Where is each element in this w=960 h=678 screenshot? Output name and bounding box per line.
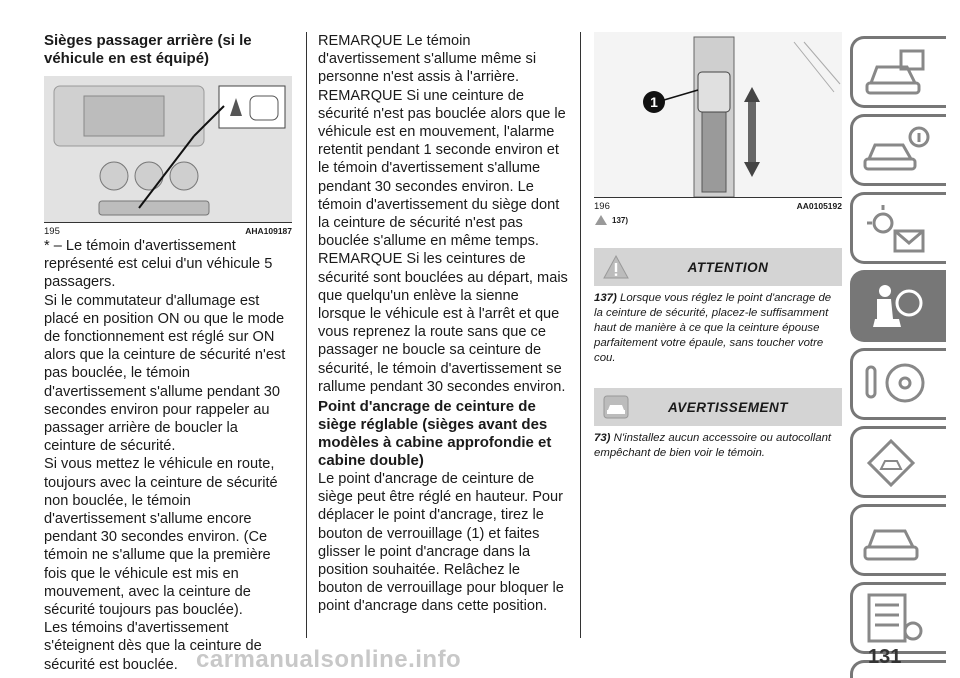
callout-number: 1 — [650, 94, 658, 110]
warning-text — [594, 426, 842, 461]
warning-triangle-icon — [602, 254, 630, 280]
key-steering-icon — [861, 357, 931, 413]
tab-safety[interactable] — [850, 270, 946, 342]
warning-header — [594, 388, 842, 426]
specs-list-icon — [861, 591, 931, 647]
attention-box — [594, 248, 842, 366]
figure-number: 196 — [594, 201, 610, 212]
tab-service[interactable] — [850, 504, 946, 576]
figure-196 — [594, 32, 842, 197]
watermark: carmanualsonline.info — [196, 646, 462, 673]
tab-car-info[interactable] — [850, 114, 946, 186]
warning-body: N'installez aucun accessoire ou autocollant empêchant de bien voir le témoin. — [594, 432, 832, 459]
warning-title: AVERTISSEMENT — [667, 399, 789, 415]
paragraph: * – Le témoin d'avertissement représenté est celui d'un véhicule 5 passagers. — [44, 238, 273, 291]
figure-caption — [594, 197, 842, 212]
paragraph: Les témoins d'avertissement s'éteignent dès que la ceinture de sécurité est bouclée. — [44, 620, 262, 673]
note-ref-text: 137) — [612, 215, 629, 225]
note-reference — [594, 214, 842, 226]
figure-caption — [44, 222, 292, 237]
chapter-tabs — [850, 36, 946, 678]
attention-header — [594, 248, 842, 286]
paragraph: REMARQUE Si les ceintures de sécurité sont bouclées au départ, mais que quelqu'un enlève la sienne lorsque le véhicule est à l'arrêt et que vous reprenez la route sans que ce passager ne boucle sa ceinture de sécurité, le témoin d'avertissement se rallume pendant 30 secondes environ. — [318, 251, 568, 395]
dashboard-illustration — [44, 76, 292, 222]
attention-ref: 137) — [594, 292, 617, 304]
figure-number: 195 — [44, 226, 60, 237]
warning-box — [594, 388, 842, 461]
seat-airbag-icon — [861, 279, 931, 335]
tab-emergency[interactable] — [850, 426, 946, 498]
left-column — [44, 32, 292, 674]
warning-triangle-icon — [594, 214, 608, 226]
figure-code: AA0105192 — [796, 201, 842, 211]
figure-195 — [44, 76, 292, 222]
paragraph: Si le commutateur d'allumage est placé en position ON ou que le mode de fonctionnement est réglé sur ON alors que la ceinture de sécurité n'est pas bouclée, le témoin d'avertissement s'allume pendant 30 secondes environ pour rappeler au passager arrière de boucler la ceinture de sécurité. — [44, 292, 286, 455]
attention-title: ATTENTION — [687, 259, 769, 275]
attention-body: Lorsque vous réglez le point d'ancrage de la ceinture de sécurité, placez-le suffisamment haut de manière à ce que la ceinture épouse parfaitement votre épaule, sans toucher votre cou. — [594, 292, 832, 364]
column-divider — [580, 32, 581, 638]
tab-dashboard[interactable] — [850, 36, 946, 108]
figure-code: AHA109187 — [245, 226, 292, 236]
index-search-icon — [861, 669, 931, 678]
emergency-car-icon — [861, 435, 931, 491]
paragraph: REMARQUE Si une ceinture de sécurité n'est pas bouclée alors que le véhicule est en mouvement, l'alarme retentit pendant 1 seconde environ et le témoin d'avertissement s'allume pendant 30 secondes environ. Le témoin d'avertissement du siège dont la ceinture de sécurité n'est pas bouclée s'allume en même temps. — [318, 87, 566, 250]
right-column — [594, 32, 842, 461]
section-title: Sièges passager arrière (si le véhicule en est équipé) — [44, 32, 252, 67]
car-warning-icon — [602, 394, 630, 420]
subsection-title: Point d'ancrage de ceinture de siège réglable (sièges avant des modèles à cabine approfondie et cabine double) — [318, 398, 552, 470]
tab-starting-driving[interactable] — [850, 348, 946, 420]
seatbelt-anchor-illustration — [594, 32, 842, 197]
page-number: 131 — [868, 646, 902, 668]
paragraph: Si vous mettez le véhicule en route, toujours avec la ceinture de sécurité non bouclée, le témoin d'avertissement s'allume encore pendant 30 secondes environ. (Ce témoin ne s'allume que la première fois que le véhicule est mis en mouvement, avec la ceinture de sécurité toujours pas bouclée). — [44, 456, 278, 619]
tab-warning-lights[interactable] — [850, 192, 946, 264]
car-info-icon — [861, 123, 931, 179]
warning-lights-icon — [861, 201, 931, 257]
column-divider — [306, 32, 307, 638]
middle-column — [318, 32, 568, 616]
car-service-icon — [861, 513, 931, 569]
car-dashboard-icon — [861, 45, 931, 101]
paragraph: REMARQUE Le témoin d'avertissement s'allume même si personne n'est assis à l'arrière. — [318, 33, 537, 86]
tab-specs[interactable] — [850, 582, 946, 654]
warning-ref: 73) — [594, 432, 611, 444]
paragraph: Le point d'ancrage de ceinture de siège peut être réglé en hauteur. Pour déplacer le point d'ancrage, tirez le bouton de verrouillage (1) et faites glisser le point d'ancrage dans la position souhaitée. Relâchez le bouton de verrouillage pour bloquer le point d'ancrage dans cette position. — [318, 471, 564, 615]
attention-text — [594, 286, 842, 366]
